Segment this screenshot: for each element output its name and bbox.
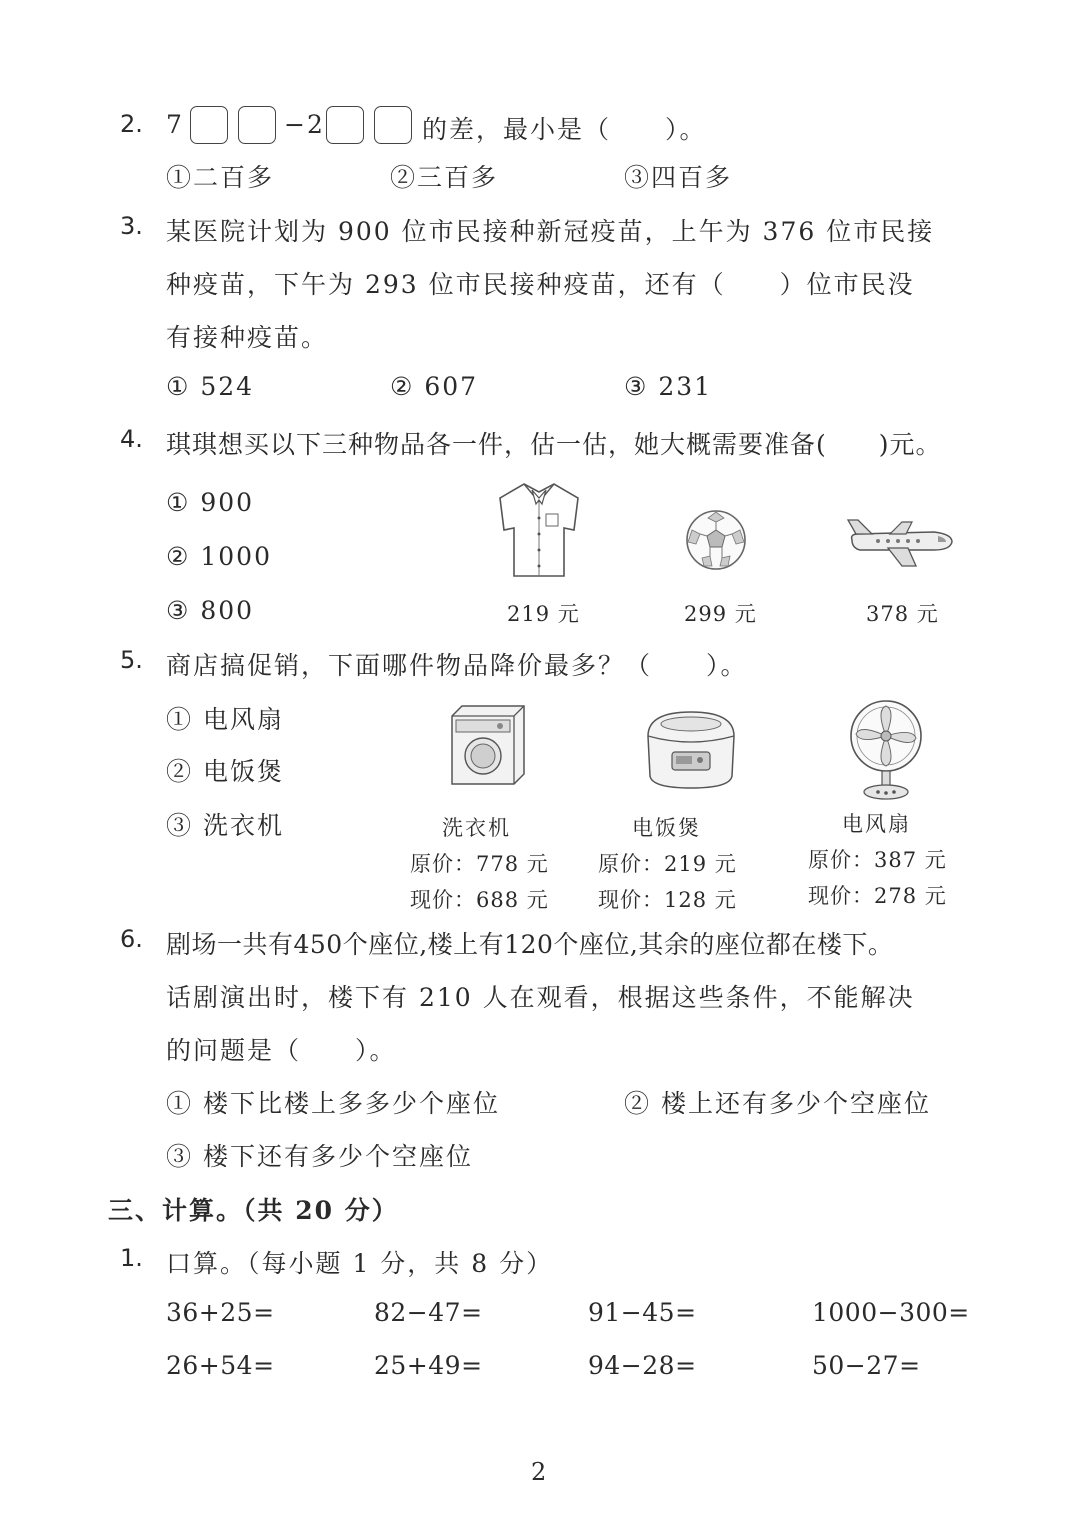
q2-option-3: ③四百多 (624, 163, 733, 192)
oral-calc-item: 26+54= (166, 1351, 275, 1380)
q5-item-name: 电风扇 (842, 812, 911, 836)
q2-digit-box (326, 106, 364, 144)
q3-line-3: 有接种疫苗。 (166, 323, 329, 352)
q3-number: 3. (120, 212, 143, 240)
oral-calc-item: 50−27= (812, 1351, 921, 1380)
page-number: 2 (531, 1458, 547, 1486)
q2-lead-digit: 7 (166, 110, 184, 139)
q5-item-current-price: 现价：688 元 (410, 888, 549, 912)
q6-line-3: 的问题是（ ）。 (166, 1036, 397, 1065)
q4-item-price: 219 元 (507, 602, 580, 626)
q5-option-3: ③ 洗衣机 (166, 811, 284, 840)
rice-cooker-icon (642, 706, 740, 792)
q5-option-1: ① 电风扇 (166, 705, 284, 734)
q2-minus-digit: −2 (284, 110, 325, 139)
section-3-title: 三、计算。（共 20 分） (108, 1196, 399, 1225)
section-3-sub1-title: 口算。（每小题 1 分，共 8 分） (166, 1249, 554, 1278)
q6-option-2: ② 楼上还有多少个空座位 (624, 1089, 931, 1118)
soccer-ball-icon (684, 508, 748, 572)
q4-option-3: ③ 800 (166, 596, 255, 625)
q2-digit-box (190, 106, 228, 144)
q5-text: 商店搞促销，下面哪件物品降价最多？（ ）。 (166, 651, 748, 680)
q2-digit-box (374, 106, 412, 144)
q5-item-current-price: 现价：128 元 (598, 888, 737, 912)
q4-number: 4. (120, 425, 143, 453)
oral-calc-item: 36+25= (166, 1298, 275, 1327)
q2-number: 2. (120, 110, 143, 138)
electric-fan-icon (846, 698, 926, 802)
q2-tail-text: 的差，最小是（ ）。 (422, 115, 707, 144)
q4-text: 琪琪想买以下三种物品各一件，估一估，她大概需要准备( )元。 (166, 430, 942, 459)
shirt-icon (494, 478, 584, 582)
oral-calc-item: 82−47= (374, 1298, 483, 1327)
q6-option-1: ① 楼下比楼上多多少个座位 (166, 1089, 500, 1118)
oral-calc-item: 1000−300= (812, 1298, 970, 1327)
oral-calc-item: 91−45= (588, 1298, 697, 1327)
q3-option-3: ③ 231 (624, 372, 713, 401)
q3-line-1: 某医院计划为 900 位市民接种新冠疫苗，上午为 376 位市民接 (166, 217, 935, 246)
q5-item-name: 洗衣机 (442, 816, 511, 840)
q4-item-price: 299 元 (684, 602, 757, 626)
q2-option-1: ①二百多 (166, 163, 275, 192)
q5-option-2: ② 电饭煲 (166, 757, 284, 786)
q5-item-original-price: 原价：778 元 (410, 852, 549, 876)
q4-option-2: ② 1000 (166, 542, 272, 571)
q4-option-1: ① 900 (166, 488, 255, 517)
q3-option-2: ② 607 (390, 372, 479, 401)
q6-option-3: ③ 楼下还有多少个空座位 (166, 1142, 473, 1171)
oral-calc-item: 94−28= (588, 1351, 697, 1380)
q5-item-current-price: 现价：278 元 (808, 884, 947, 908)
washing-machine-icon (446, 702, 528, 788)
q5-number: 5. (120, 646, 143, 674)
q2-digit-box (238, 106, 276, 144)
section-3-sub1-number: 1. (120, 1244, 143, 1272)
q2-option-2: ②三百多 (390, 163, 499, 192)
q5-item-name: 电饭煲 (632, 816, 701, 840)
q5-item-original-price: 原价：387 元 (808, 848, 947, 872)
q6-number: 6. (120, 925, 143, 953)
q3-option-1: ① 524 (166, 372, 255, 401)
q5-item-original-price: 原价：219 元 (598, 852, 737, 876)
oral-calc-item: 25+49= (374, 1351, 483, 1380)
q6-line-1: 剧场一共有450个座位,楼上有120个座位,其余的座位都在楼下。 (166, 930, 894, 959)
toy-plane-icon (842, 514, 956, 570)
q6-line-2: 话剧演出时，楼下有 210 人在观看，根据这些条件，不能解决 (166, 983, 915, 1012)
q4-item-price: 378 元 (866, 602, 939, 626)
q3-line-2: 种疫苗，下午为 293 位市民接种疫苗，还有（ ）位市民没 (166, 270, 915, 299)
